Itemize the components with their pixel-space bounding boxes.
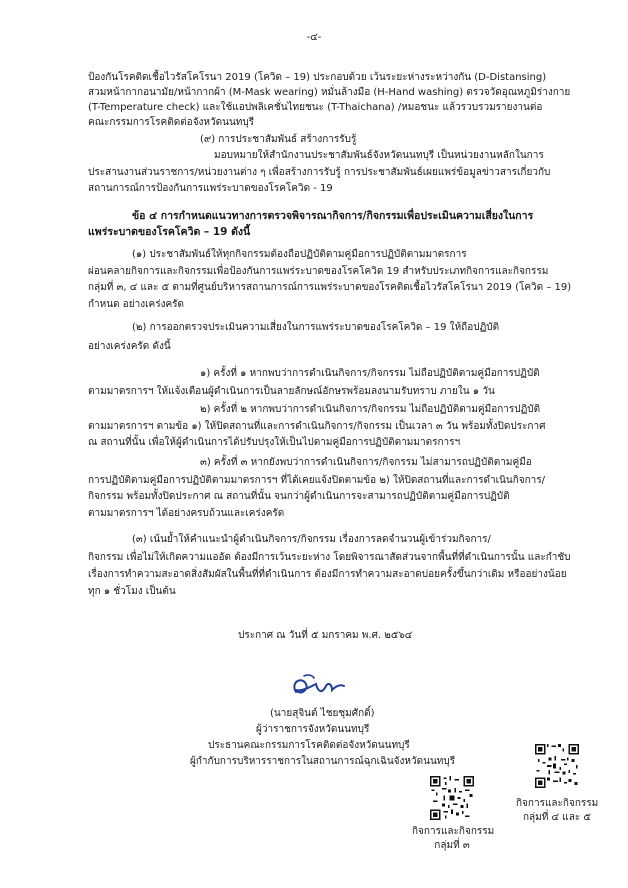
- qr-right-caption-1: กิจการและกิจกรรม: [516, 798, 599, 809]
- body-line: (๑) ประชาสัมพันธ์ให้ทุกกิจกรรมต้องถือปฏิบัติตามคู่มือการปฏิบัติตามมาตรการ: [132, 249, 467, 260]
- body-line: กิจกรรม พร้อมทั้งปิดประกาศ ณ สถานที่นั้น จนกว่าผู้ดำเนินการจะสามารถปฏิบัติตามคู่มือการปฏิบัติ: [88, 491, 510, 502]
- clause-4-heading-cont: แพร่ระบาดของโรคโควิด – 19 ดังนี้: [88, 226, 251, 238]
- qr-left-caption-2: กลุ่มที่ ๓: [434, 840, 470, 851]
- page-number: -๔-: [306, 32, 322, 43]
- signature-flourish: [304, 675, 314, 678]
- body-line: (๓) เน้นย้ำให้คำแนะนำผู้ดำเนินกิจการ/กิจกรรม เรื่องการลดจำนวนผู้เข้าร่วมกิจการ/: [132, 534, 491, 545]
- body-line: กิจกรรม เพื่อไม่ให้เกิดความแออัด ต้องมีการเว้นระยะห่าง โดยพิจารณาสัดส่วนจากพื้นที่ที่ดำเนินการนั้น และกำชับ: [88, 552, 571, 563]
- body-line: ๑) ครั้งที่ ๑ หากพบว่าการดำเนินกิจการ/กิจกรรม ไม่ถือปฏิบัติตามคู่มือการปฏิบัติ: [200, 368, 540, 379]
- body-line: (๒) การออกตรวจประเมินความเสี่ยงในการแพร่ระบาดของโรคโควิด – 19 ให้ถือปฏิบัติ: [132, 322, 500, 333]
- body-line: (T-Temperature check) และใช้แอปพลิเคชั่นไทยชนะ (T-Thaichana) /หมอชนะ แล้วรวบรวมรายงานต่อ: [88, 102, 543, 113]
- body-line: ตามมาตรการฯ ได้อย่างครบถ้วนและเคร่งครัด: [88, 508, 285, 519]
- body-line: ๒) ครั้งที่ ๒ หากพบว่าการดำเนินกิจการ/กิจกรรม ไม่ถือปฏิบัติตามคู่มือการปฏิบัติ: [200, 404, 541, 415]
- qr-code-icon[interactable]: [430, 776, 474, 820]
- signer-title-3: ผู้กำกับการบริหารราชการในสถานการณ์ฉุกเฉินจังหวัดนนทบุรี: [190, 756, 456, 767]
- body-line: ป้องกันโรคติดเชื้อไวรัสโคโรนา 2019 (โควิด – 19) ประกอบด้วย เว้นระยะห่างระหว่างกัน (D-Distansing): [88, 72, 547, 83]
- qr-right-caption-2: กลุ่มที่ ๔ และ ๕: [523, 812, 591, 823]
- body-line: ตามมาตรการฯ ตามข้อ ๑) ให้ปิดสถานที่และการดำเนินกิจการ/กิจกรรม เป็นเวลา ๓ วัน พร้อมทั้งปิดประกาศ: [88, 421, 546, 432]
- body-line: อย่างเคร่งครัด ดังนี้: [88, 341, 171, 352]
- signature-stroke: [294, 680, 344, 692]
- body-line: สวมหน้ากากอนามัย/หน้ากากผ้า (M-Mask wearing) หมั่นล้างมือ (H-Hand washing) ตรวจวัดอุณหภูมิร่างกาย: [88, 87, 571, 98]
- body-line: สถานการณ์การป้องกันการแพร่ระบาดของโรคโควิด - 19: [88, 183, 333, 194]
- body-line: ประสานงานส่วนราชการ/หน่วยงานต่าง ๆ เพื่อสร้างการรับรู้ การประชาสัมพันธ์เผยแพร่ข้อมูลข่าวสารเกี่ยวกับ: [88, 167, 551, 178]
- body-line: ตามมาตรการฯ ให้แจ้งเตือนผู้ดำเนินการเป็นลายลักษณ์อักษรพร้อมลงนามรับทราบ ภายใน ๑ วัน: [88, 386, 495, 397]
- body-line: กำหนด อย่างเคร่งครัด: [88, 299, 185, 310]
- announcement-date: ประกาศ ณ วันที่ ๕ มกราคม พ.ศ. ๒๕๖๔: [238, 630, 413, 641]
- body-line: มอบหมายให้สำนักงานประชาสัมพันธ์จังหวัดนนทบุรี เป็นหน่วยงานหลักในการ: [214, 150, 544, 161]
- body-line: ๓) ครั้งที่ ๓ หากยังพบว่าการดำเนินกิจการ/กิจกรรม ไม่สามารถปฏิบัติตามคู่มือ: [200, 457, 532, 468]
- signer-name: (นายสุจินต์ ไชยชุมศักดิ์): [270, 708, 375, 719]
- body-line: กลุ่มที่ ๓, ๔ และ ๕ ตามที่ศูนย์บริหารสถานการณ์การแพร่ระบาดของโรคติดเชื้อไวรัสโคโรนา 2019 (โควิด – 19): [88, 282, 572, 293]
- signer-title-1: ผู้ว่าราชการจังหวัดนนทบุรี: [256, 724, 370, 735]
- body-line: ผ่อนคลายกิจการและกิจกรรมเพื่อป้องกันการแพร่ระบาดของโรคโควิด 19 สำหรับประเภทกิจการและกิจกรรม: [88, 266, 549, 277]
- signature: [282, 672, 352, 702]
- body-line: เรื่องการทำความสะอาดสิ่งสัมผัสในพื้นที่ที่ดำเนินการ ต้องมีการทำความสะอาดบ่อยครั้งขึ้นกว่าเดิม หรืออย่างน้อย: [88, 569, 567, 580]
- clause-4-heading: ข้อ ๔ การกำหนดแนวทางการตรวจพิจารณากิจการ/กิจกรรมเพื่อประเมินความเสี่ยงในการ: [132, 210, 534, 222]
- qr-left-caption-1: กิจการและกิจกรรม: [412, 826, 495, 837]
- body-line: ทุก ๑ ชั่วโมง เป็นต้น: [88, 586, 176, 597]
- signer-title-2: ประธานคณะกรรมการโรคติดต่อจังหวัดนนทบุรี: [208, 740, 410, 751]
- qr-code-icon[interactable]: [535, 744, 579, 788]
- section-heading-9: (๙) การประชาสัมพันธ์ สร้างการรับรู้: [200, 134, 357, 145]
- body-line: ณ สถานที่นั้น เพื่อให้ผู้ดำเนินการได้ปรับปรุงให้เป็นไปตามคู่มือการปฏิบัติตามมาตรการฯ: [88, 437, 461, 448]
- body-line: การปฏิบัติตามคู่มือการปฏิบัติตามมาตรการฯ ที่ได้เคยแจ้งปิดตามข้อ ๒) ให้ปิดสถานที่และการดำเนินกิจการ/: [88, 475, 546, 486]
- body-line: คณะกรรมการโรคติดต่อจังหวัดนนทบุรี: [88, 117, 255, 128]
